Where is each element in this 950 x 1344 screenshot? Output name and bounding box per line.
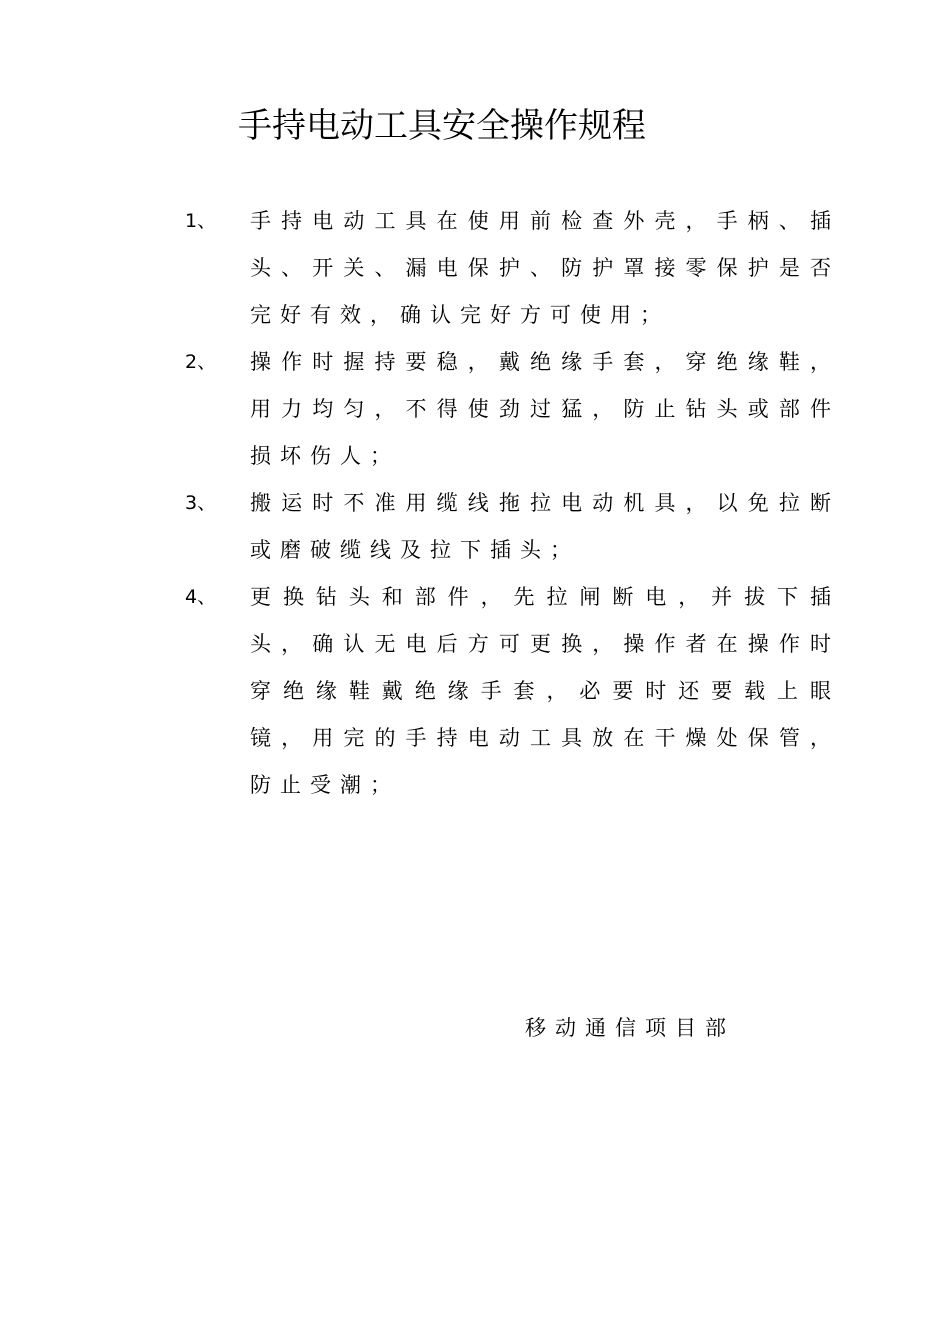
signature: 移动通信项目部	[525, 1016, 735, 1040]
rule-number: 1、	[185, 210, 217, 232]
rule-item-2	[185, 339, 845, 480]
rule-text: 更换钻头和部件，先拉闸断电，并拔下插头，确认无电后方可更换，操作者在操作时穿绝缘鞋戴绝缘手套，必要时还要载上眼镜，用完的手持电动工具放在干燥处保管，防止受潮；	[250, 585, 840, 797]
document-title: 手持电动工具安全操作规程	[238, 106, 646, 146]
rule-text: 操作时握持要稳，戴绝缘手套，穿绝缘鞋，用力均匀，不得使劲过猛，防止钻头或部件损坏伤人；	[250, 350, 840, 468]
rule-item-4	[185, 574, 845, 809]
rule-item-1	[185, 198, 845, 339]
rule-item-3	[185, 480, 845, 574]
rules-list	[185, 198, 845, 809]
rule-number: 3、	[185, 492, 217, 514]
rule-number: 2、	[185, 351, 217, 373]
rule-number: 4、	[185, 586, 217, 608]
rule-text: 搬运时不准用缆线拖拉电动机具，以免拉断或磨破缆线及拉下插头；	[250, 491, 840, 562]
rule-text: 手持电动工具在使用前检查外壳，手柄、插头、开关、漏电保护、防护罩接零保护是否完好有效，确认完好方可使用；	[250, 209, 840, 327]
